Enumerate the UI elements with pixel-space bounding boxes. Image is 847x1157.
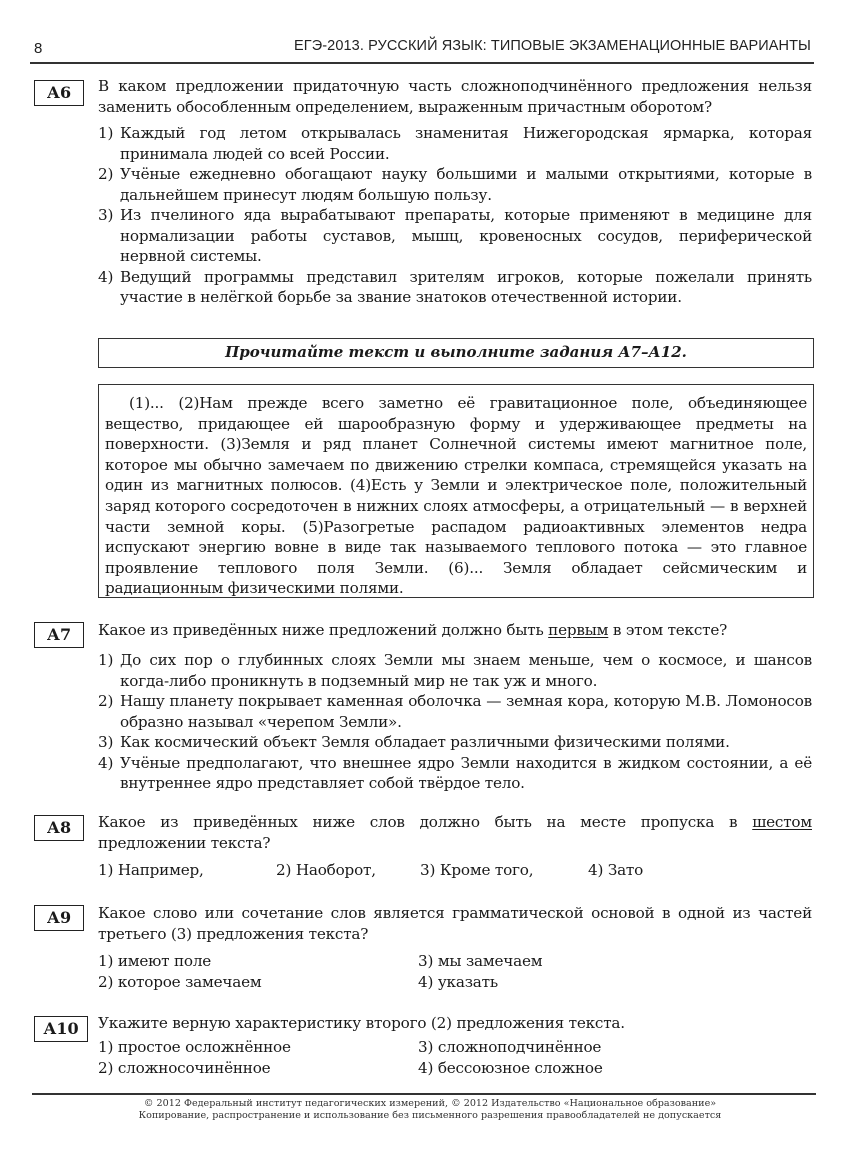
question-a8: Какое из приведённых ниже слов должно быть на месте пропуска в шестом предложении текста? — [98, 813, 812, 852]
task-label-a8: А8 — [34, 815, 84, 841]
task-label-a9: А9 — [34, 905, 84, 931]
question-a7: Какое из приведённых ниже предложений должно быть первым в этом тексте? — [98, 621, 728, 639]
copyright-line-1: © 2012 Федеральный институт педагогических измерений, © 2012 Издательство «Национальное образование» — [143, 1098, 717, 1109]
options-a10 — [98, 1037, 812, 1078]
option-a6-1[interactable]: 1) Каждый год летом открывалась знаменитая Нижегородская ярмарка, которая принимала людей со всей России. — [98, 124, 812, 163]
option-a7-4[interactable]: 4) Учёные предполагают, что внешнее ядро Земли находится в жидком состоянии, а её внутреннее ядро представляет собой твёрдое тело. — [98, 753, 812, 792]
reading-text-box — [98, 384, 814, 598]
copyright-line-2: Копирование, распространение и использование без письменного разрешения правообладателей не допускается — [138, 1109, 722, 1121]
option-a8-3[interactable]: 3) Кроме того, — [420, 861, 534, 879]
option-a6-4[interactable]: 4) Ведущий программы представил зрителям игроков, которые пожелали принять участие в нелёгкой борьбе за звание знатоков отечественной истории. — [98, 267, 812, 306]
emphasis-first: первым — [548, 621, 609, 639]
instruction-box: Прочитайте текст и выполните задания А7–А12. — [98, 338, 814, 368]
option-a10-3[interactable]: 3) сложноподчинённое — [418, 1038, 602, 1056]
task-label-a10: А10 — [34, 1016, 88, 1042]
option-a9-1[interactable]: 1) имеют поле — [98, 952, 212, 970]
option-a10-1[interactable]: 1) простое осложнённое — [98, 1038, 291, 1056]
question-a9: Какое слово или сочетание слов является грамматической основой в одной из частей третьего (3) предложения текста? — [98, 904, 812, 943]
option-a10-4[interactable]: 4) бессоюзное сложное — [418, 1058, 603, 1077]
option-a8-2[interactable]: 2) Наоборот, — [276, 861, 376, 879]
option-a10-2[interactable]: 2) сложносочинённое — [98, 1058, 271, 1077]
emphasis-sixth: шестом — [752, 813, 812, 831]
reading-text: (1)... (2)Нам прежде всего заметно её гравитационное поле, объединяющее вещество, придающее ей шарообразную форму и удерживающее предметы на поверхности. (3)Земля и ряд планет Солнечной системы имеют магнитное поле, которое мы обычно замечаем по движению стрелки компаса, стремящейся указать на один из магнитных полюсов. (4)Есть у Земли и электрическое поле, положительный заряд которого сосредоточен в нижних слоях атмосферы, а отрицательный — в верхней части земной коры. (5)Разогретые распадом радиоактивных элементов недра испускают энергию вовне в виде так называемого теплового потока — это главное проявление теплового поля Земли. (6)... Земля обладает сейсмическим и радиационным физическими полями. — [105, 394, 807, 598]
option-a7-2[interactable]: 2) Нашу планету покрывает каменная оболочка — земная кора, которую М.В. Ломоносов образно называл «черепом Земли». — [98, 692, 812, 731]
page-number: 8 — [34, 40, 43, 57]
option-a6-3[interactable]: 3) Из пчелиного яда вырабатывают препараты, которые применяют в медицине для нормализации работы суставов, мышц, кровеносных сосудов, периферической нервной системы. — [98, 206, 812, 265]
task-label-a6: А6 — [34, 80, 84, 106]
option-a8-1[interactable]: 1) Например, — [98, 861, 204, 879]
option-a6-2[interactable]: 2) Учёные ежедневно обогащают науку большими и малыми открытиями, которые в дальнейшем принесут людям большую пользу. — [98, 165, 812, 204]
question-a6: В каком предложении придаточную часть сложноподчинённого предложения нельзя заменить обособленным определением, выраженным причастным оборотом? — [98, 77, 812, 116]
options-a9 — [98, 951, 812, 992]
option-a8-4[interactable]: 4) Зато — [588, 861, 644, 879]
running-title: ЕГЭ-2013. РУССКИЙ ЯЗЫК: ТИПОВЫЕ ЭКЗАМЕНАЦИОННЫЕ ВАРИАНТЫ — [294, 38, 811, 54]
options-a6 — [98, 123, 812, 308]
question-a10: Укажите верную характеристику второго (2) предложения текста. — [98, 1014, 625, 1032]
task-label-a7: А7 — [34, 622, 84, 648]
option-a7-3[interactable]: 3) Как космический объект Земля обладает различными физическими полями. — [98, 733, 730, 751]
option-a7-1[interactable]: 1) До сих пор о глубинных слоях Земли мы знаем меньше, чем о космосе, и шансов когда-либо проникнуть в подземный мир не так уж и много. — [98, 651, 812, 690]
option-a9-2[interactable]: 2) которое замечаем — [98, 972, 262, 991]
options-a8 — [98, 860, 812, 881]
copyright-footer — [60, 1098, 800, 1121]
option-a9-3[interactable]: 3) мы замечаем — [418, 952, 543, 970]
footer-divider — [32, 1093, 816, 1095]
option-a9-4[interactable]: 4) указать — [418, 972, 498, 991]
header-divider — [30, 62, 814, 64]
options-a7 — [98, 650, 812, 794]
